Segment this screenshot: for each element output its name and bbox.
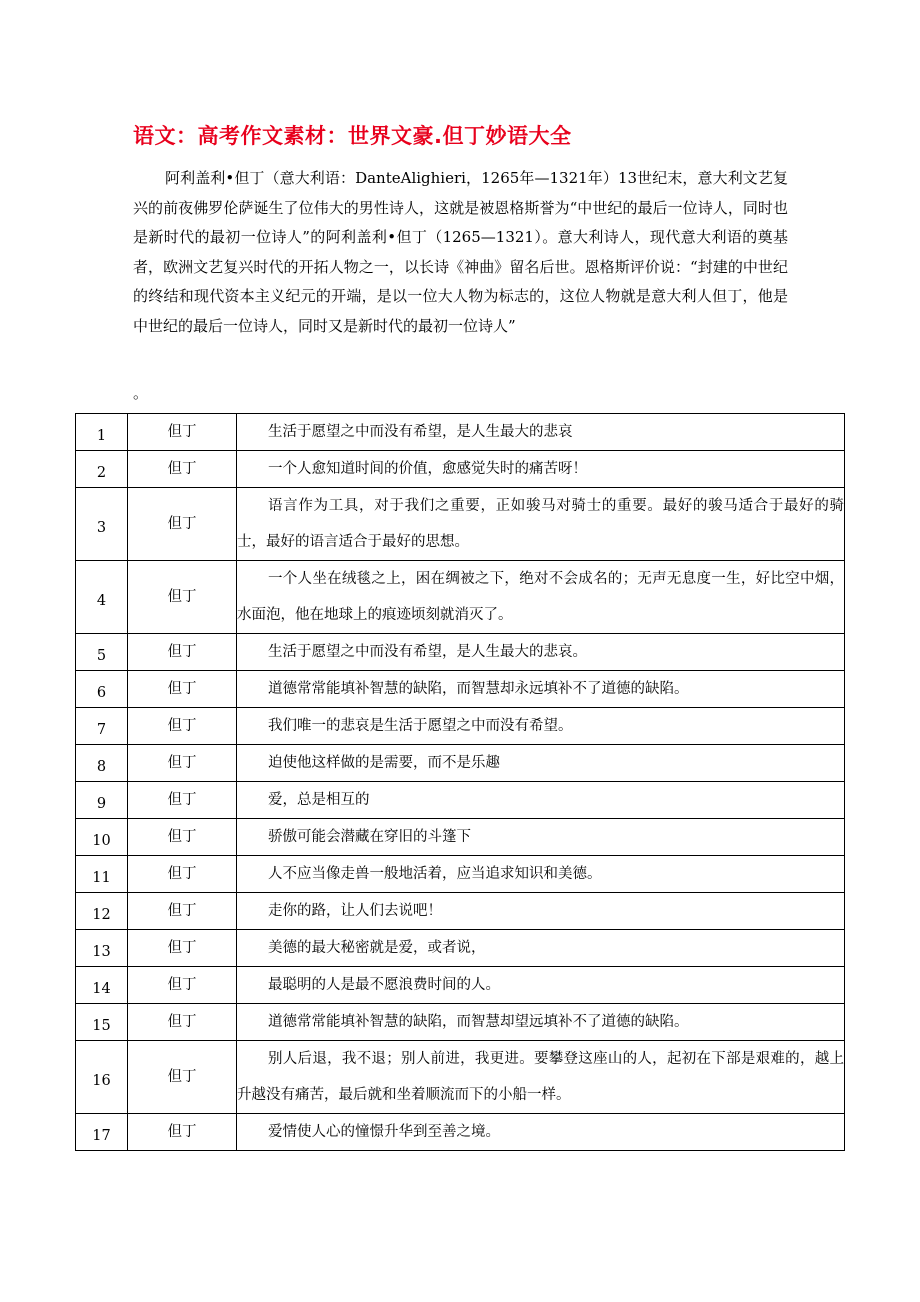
quote-text: 美德的最大秘密就是爱，或者说， <box>237 930 845 967</box>
table-row <box>76 1114 845 1151</box>
quote-text: 骄傲可能会潜藏在穿旧的斗篷下 <box>237 819 845 856</box>
row-number: 11 <box>92 870 111 886</box>
author-name: 但丁 <box>167 1068 197 1085</box>
intro-paragraph-tail: 。 <box>133 384 149 402</box>
row-number-cell <box>76 782 128 819</box>
row-number-cell <box>76 488 128 561</box>
author-name: 但丁 <box>167 680 197 697</box>
row-number-cell <box>76 1114 128 1151</box>
row-number-cell <box>76 819 128 856</box>
row-number: 12 <box>92 907 111 923</box>
table-row <box>76 782 845 819</box>
quote-text: 生活于愿望之中而没有希望，是人生最大的悲哀 <box>237 414 845 451</box>
table-row <box>76 856 845 893</box>
table-row <box>76 634 845 671</box>
row-number: 5 <box>96 648 107 664</box>
author-cell <box>128 856 237 893</box>
author-name: 但丁 <box>167 791 197 808</box>
quotes-table <box>75 413 845 1151</box>
row-number: 13 <box>92 944 111 960</box>
quote-text: 生活于愿望之中而没有希望，是人生最大的悲哀。 <box>237 634 845 671</box>
table-row <box>76 967 845 1004</box>
author-name: 但丁 <box>167 515 197 532</box>
table-row <box>76 451 845 488</box>
table-row <box>76 414 845 451</box>
row-number-cell <box>76 708 128 745</box>
table-row <box>76 561 845 634</box>
quote-text: 一个人愈知道时间的价值，愈感觉失时的痛苦呀！ <box>237 451 845 488</box>
page-title: 语文：高考作文素材：世界文豪.但丁妙语大全 <box>133 124 572 148</box>
author-cell <box>128 967 237 1004</box>
author-cell <box>128 819 237 856</box>
author-name: 但丁 <box>167 754 197 771</box>
table-row <box>76 1004 845 1041</box>
quote-text: 道德常常能填补智慧的缺陷，而智慧却永远填补不了道德的缺陷。 <box>237 671 845 708</box>
author-cell <box>128 1004 237 1041</box>
row-number: 2 <box>96 465 107 481</box>
row-number-cell <box>76 1004 128 1041</box>
author-cell <box>128 893 237 930</box>
row-number: 9 <box>96 796 107 812</box>
row-number: 16 <box>92 1073 111 1089</box>
author-name: 但丁 <box>167 588 197 605</box>
row-number: 10 <box>92 833 111 849</box>
quote-text: 爱情使人心的憧憬升华到至善之境。 <box>237 1114 845 1151</box>
row-number: 8 <box>96 759 107 775</box>
author-cell <box>128 488 237 561</box>
row-number-cell <box>76 967 128 1004</box>
row-number-cell <box>76 451 128 488</box>
author-name: 但丁 <box>167 717 197 734</box>
row-number: 4 <box>96 593 107 609</box>
row-number: 1 <box>96 428 107 444</box>
quote-text: 最聪明的人是最不愿浪费时间的人。 <box>237 967 845 1004</box>
author-name: 但丁 <box>167 828 197 845</box>
author-cell <box>128 561 237 634</box>
row-number-cell <box>76 561 128 634</box>
row-number-cell <box>76 745 128 782</box>
author-name: 但丁 <box>167 643 197 660</box>
row-number-cell <box>76 893 128 930</box>
quote-text: 爱，总是相互的 <box>237 782 845 819</box>
quote-text: 语言作为工具，对于我们之重要，正如骏马对骑士的重要。最好的骏马适合于最好的骑士，最好的语言适合于最好的思想。 <box>237 488 845 561</box>
author-name: 但丁 <box>167 902 197 919</box>
quote-text: 一个人坐在绒毯之上，困在绸被之下，绝对不会成名的；无声无息度一生，好比空中烟，水面泡，他在地球上的痕迹顷刻就消灭了。 <box>237 561 845 634</box>
quote-text: 迫使他这样做的是需要，而不是乐趣 <box>237 745 845 782</box>
author-cell <box>128 745 237 782</box>
row-number: 3 <box>96 520 107 536</box>
quote-text: 别人后退，我不退；别人前进，我更进。要攀登这座山的人，起初在下部是艰难的，越上升越没有痛苦，最后就和坐着顺流而下的小船一样。 <box>237 1041 845 1114</box>
quote-text: 我们唯一的悲哀是生活于愿望之中而没有希望。 <box>237 708 845 745</box>
author-cell <box>128 451 237 488</box>
author-name: 但丁 <box>167 939 197 956</box>
author-cell <box>128 782 237 819</box>
author-cell <box>128 1114 237 1151</box>
intro-paragraph: 阿利盖利•但丁（意大利语：DanteAlighieri，1265年—1321年）13世纪末，意大利文艺复兴的前夜佛罗伦萨诞生了位伟大的男性诗人，这就是被恩格斯誉为“中世纪的最后一位诗人，同时也是新时代的最初一位诗人”的阿利盖利•但丁（1265—1321）。意大利诗人，现代意大利语的奠基者，欧洲文艺复兴时代的开拓人物之一，以长诗《神曲》留名后世。恩格斯评价说：“封建的中世纪的终结和现代资本主义纪元的开端，是以一位大人物为标志的，这位人物就是意大利人但丁，他是中世纪的最后一位诗人，同时又是新时代的最初一位诗人” <box>133 169 788 335</box>
table-row <box>76 708 845 745</box>
author-name: 但丁 <box>167 976 197 993</box>
table-row <box>76 671 845 708</box>
author-name: 但丁 <box>167 1013 197 1030</box>
quote-text: 道德常常能填补智慧的缺陷，而智慧却望远填补不了道德的缺陷。 <box>237 1004 845 1041</box>
table-row <box>76 745 845 782</box>
row-number: 7 <box>96 722 107 738</box>
table-row <box>76 1041 845 1114</box>
table-row <box>76 893 845 930</box>
row-number-cell <box>76 671 128 708</box>
quote-text: 人不应当像走兽一般地活着，应当追求知识和美德。 <box>237 856 845 893</box>
row-number: 15 <box>92 1018 111 1034</box>
author-name: 但丁 <box>167 460 197 477</box>
row-number-cell <box>76 1041 128 1114</box>
author-cell <box>128 414 237 451</box>
row-number: 17 <box>92 1128 111 1144</box>
author-cell <box>128 930 237 967</box>
row-number-cell <box>76 634 128 671</box>
row-number-cell <box>76 414 128 451</box>
author-cell <box>128 671 237 708</box>
quote-text: 走你的路，让人们去说吧！ <box>237 893 845 930</box>
row-number-cell <box>76 856 128 893</box>
author-cell <box>128 708 237 745</box>
row-number: 14 <box>92 981 111 997</box>
row-number-cell <box>76 930 128 967</box>
author-cell <box>128 1041 237 1114</box>
table-row <box>76 930 845 967</box>
author-cell <box>128 634 237 671</box>
table-row <box>76 488 845 561</box>
author-name: 但丁 <box>167 1123 197 1140</box>
author-name: 但丁 <box>167 423 197 440</box>
author-name: 但丁 <box>167 865 197 882</box>
table-row <box>76 819 845 856</box>
row-number: 6 <box>96 685 107 701</box>
